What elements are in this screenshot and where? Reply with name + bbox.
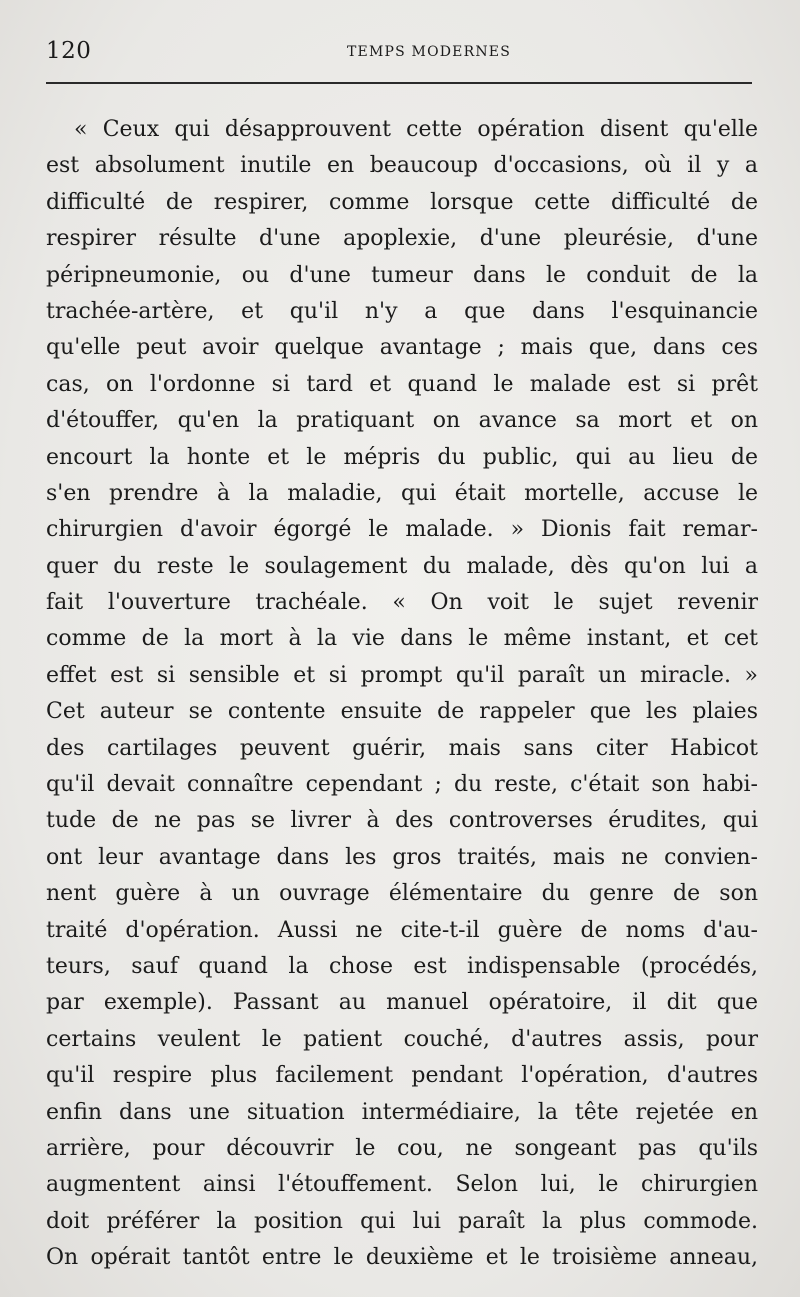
text-line: s'en prendre à la maladie, qui était mortelle, accuse le bbox=[46, 480, 758, 506]
text-line: qu'il respire plus facilement pendant l'opération, d'autres bbox=[46, 1063, 758, 1089]
text-line: arrière, pour découvrir le cou, ne songeant pas qu'ils bbox=[46, 1135, 758, 1161]
text-line: quer du reste le soulagement du malade, dès qu'on lui a bbox=[46, 553, 758, 579]
text-line: effet est si sensible et si prompt qu'il paraît un miracle. » bbox=[46, 662, 758, 688]
text-line: qu'elle peut avoir quelque avantage ; mais que, dans ces bbox=[46, 335, 758, 361]
text-line: qu'il devait connaître cependant ; du reste, c'était son habi- bbox=[46, 772, 758, 798]
text-line: augmentent ainsi l'étouffement. Selon lui, le chirurgien bbox=[46, 1172, 758, 1198]
running-title: TEMPS MODERNES bbox=[346, 44, 511, 60]
text-line: enfin dans une situation intermédiaire, la tête rejetée en bbox=[46, 1099, 758, 1125]
text-line: comme de la mort à la vie dans le même instant, et cet bbox=[46, 626, 758, 652]
text-line: « Ceux qui désapprouvent cette opération disent qu'elle bbox=[74, 117, 758, 142]
text-line: péripneumonie, ou d'une tumeur dans le conduit de la bbox=[46, 262, 758, 288]
text-line: tude de ne pas se livrer à des controverses érudites, qui bbox=[46, 808, 758, 834]
text-line: fait l'ouverture trachéale. « On voit le sujet revenir bbox=[46, 590, 758, 616]
running-head bbox=[46, 38, 752, 68]
text-line: d'étouffer, qu'en la pratiquant on avance sa mort et on bbox=[46, 408, 758, 434]
text-line: On opérait tantôt entre le deuxième et le troisième anneau, bbox=[46, 1245, 758, 1271]
text-line: ont leur avantage dans les gros traités, mais ne convien- bbox=[46, 844, 758, 870]
text-line: doit préférer la position qui lui paraît la plus commode. bbox=[46, 1208, 758, 1234]
text-line: chirurgien d'avoir égorgé le malade. » Dionis fait remar- bbox=[46, 517, 758, 543]
text-line: respirer résulte d'une apoplexie, d'une pleurésie, d'une bbox=[46, 226, 758, 252]
text-line: nent guère à un ouvrage élémentaire du genre de son bbox=[46, 881, 758, 907]
body-text bbox=[46, 112, 758, 1277]
page-number: 120 bbox=[46, 38, 92, 64]
text-line: traité d'opération. Aussi ne cite-t-il guère de noms d'au- bbox=[46, 917, 758, 943]
text-line: trachée-artère, et qu'il n'y a que dans l'esquinancie bbox=[46, 298, 758, 324]
text-line: teurs, sauf quand la chose est indispensable (procédés, bbox=[46, 953, 758, 979]
text-line: cas, on l'ordonne si tard et quand le malade est si prêt bbox=[46, 371, 758, 397]
text-line: encourt la honte et le mépris du public, qui au lieu de bbox=[46, 444, 758, 470]
header-rule bbox=[46, 82, 752, 84]
text-line: des cartilages peuvent guérir, mais sans citer Habicot bbox=[46, 735, 758, 761]
text-line: est absolument inutile en beaucoup d'occasions, où il y a bbox=[46, 153, 758, 179]
text-line: par exemple). Passant au manuel opératoire, il dit que bbox=[46, 990, 758, 1016]
text-line: certains veulent le patient couché, d'autres assis, pour bbox=[46, 1026, 758, 1052]
text-line: difficulté de respirer, comme lorsque cette difficulté de bbox=[46, 189, 758, 215]
text-line: Cet auteur se contente ensuite de rappeler que les plaies bbox=[46, 699, 758, 725]
